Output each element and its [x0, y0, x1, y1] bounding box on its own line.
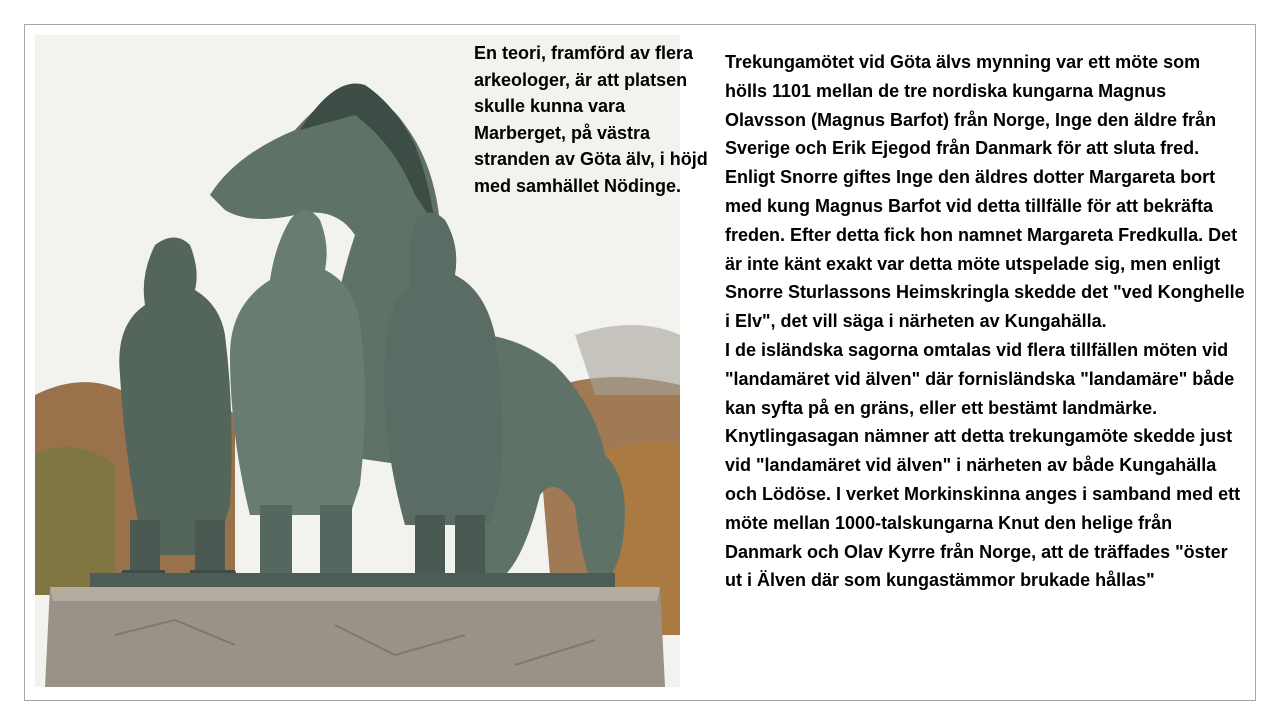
body-paragraph-2: I de isländska sagorna omtalas vid flera tillfällen möten vid "landamäret vid älven" där fornisländska "landamäre" både kan syfta på en gräns, eller ett bestämt landmärke. Knytlingasagan nämner att detta trekungamöte skedde just vid "landamäret vid älven" i närheten av både Kungahälla och Lödöse. I verket Morkinskinna anges i samband med ett möte mellan 1000-talskungarna Knut den helige från Danmark och Olav Kyrre från Norge, att de träffades "öster ut i Älven där som kungastämmor brukade hållas" — [725, 339, 1241, 591]
main-text — [725, 48, 1245, 595]
photo-caption: En teori, framförd av flera arkeologer, är att platsen skulle kunna vara Marberget, på västra stranden av Göta älv, i höjd med samhället Nödinge. — [474, 43, 708, 196]
body-paragraph-1: Trekungamötet vid Göta älvs mynning var ett möte som hölls 1101 mellan de tre nordiska kungarna Magnus Olavsson (Magnus Barfot) från Norge, Inge den äldre från Sverige och Erik Ejegod från Danmark för att sluta fred. Enligt Snorre giftes Inge den äldres dotter Margareta bort med kung Magnus Barfot vid detta tillfälle för att bekräfta freden. Efter detta fick hon namnet Margareta Fredkulla. Det är inte känt exakt var detta möte utspelade sig, men enligt Snorre Sturlassons Heimskringla skedde det "ved Konghelle i Elv", det vill säga i närheten av Kungahälla. — [725, 52, 1245, 332]
